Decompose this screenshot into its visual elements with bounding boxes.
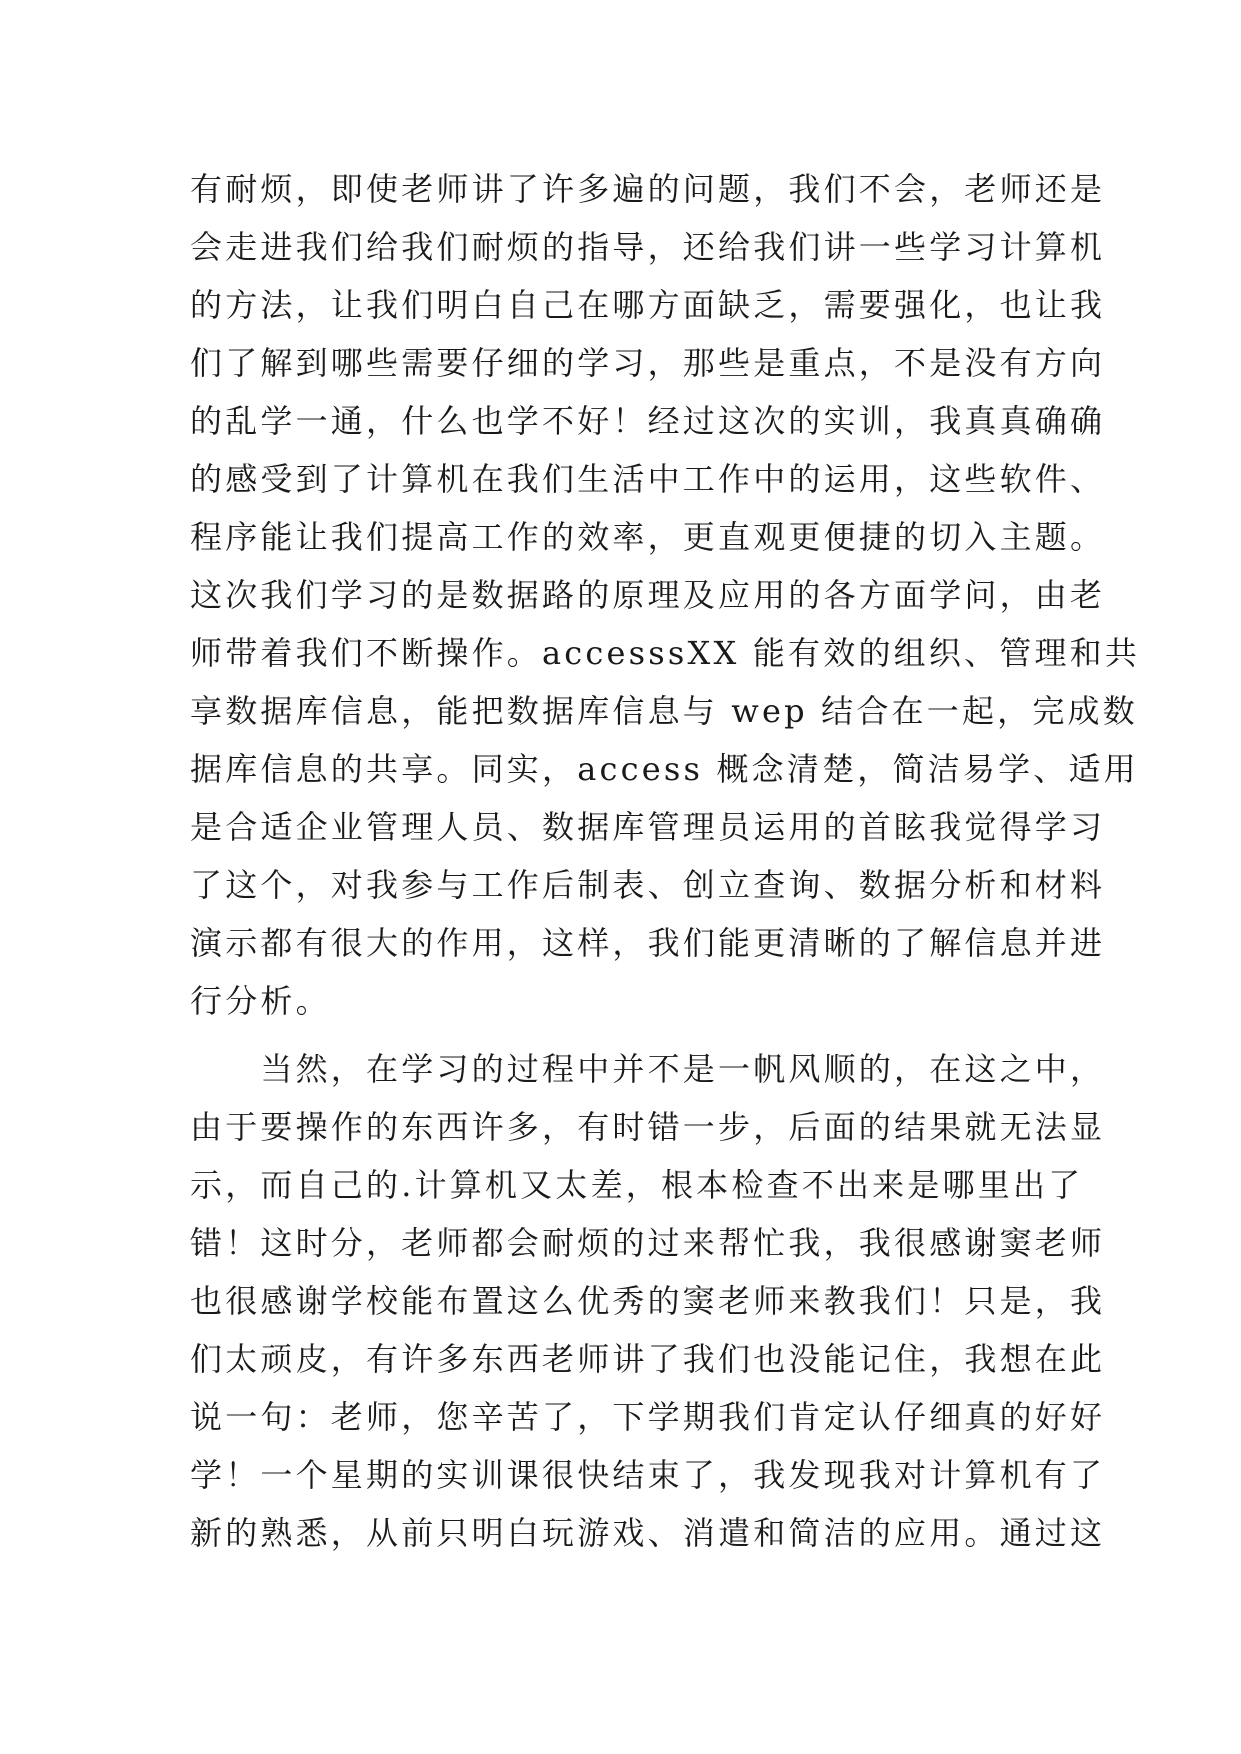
text-line: 师带着我们不断操作。accesssXX 能有效的组织、管理和共 [190,634,1141,672]
paragraph-2 [190,1040,1106,1562]
text-line: 了这个，对我参与工作后制表、创立查询、数据分析和材料 [190,866,1106,904]
text-line: 学！一个星期的实训课很快结束了，我发现我对计算机有了 [190,1456,1106,1494]
paragraph-1 [190,160,1141,1030]
text-line: 新的熟悉，从前只明白玩游戏、消遣和简洁的应用。通过这 [190,1514,1106,1552]
text-line: 示，而自己的.计算机又太差，根本检查不出来是哪里出了 [190,1166,1084,1204]
text-line: 的乱学一通，什么也学不好！经过这次的实训，我真真确确 [190,402,1106,440]
text-line: 的感受到了计算机在我们生活中工作中的运用，这些软件、 [190,460,1106,498]
paragraph-gap [190,1030,1080,1040]
text-line: 会走进我们给我们耐烦的指导，还给我们讲一些学习计算机 [190,228,1106,266]
text-line: 当然，在学习的过程中并不是一帆风顺的，在这之中， [190,1050,1106,1088]
text-line: 由于要操作的东西许多，有时错一步，后面的结果就无法显 [190,1108,1106,1146]
text-line: 演示都有很大的作用，这样，我们能更清晰的了解信息并进 [190,924,1106,962]
text-line: 们了解到哪些需要仔细的学习，那些是重点，不是没有方向 [190,344,1106,382]
text-line: 错！这时分，老师都会耐烦的过来帮忙我，我很感谢窦老师 [190,1224,1106,1262]
text-line: 也很感谢学校能布置这么优秀的窦老师来教我们！只是，我 [190,1282,1106,1320]
text-line: 的方法，让我们明白自己在哪方面缺乏，需要强化，也让我 [190,286,1106,324]
text-line: 享数据库信息，能把数据库信息与 wep 结合在一起，完成数 [190,692,1138,730]
text-line: 们太顽皮，有许多东西老师讲了我们也没能记住，我想在此 [190,1340,1106,1378]
text-line: 是合适企业管理人员、数据库管理员运用的首眩我觉得学习 [190,808,1106,846]
body-text [190,160,1141,1562]
text-line: 程序能让我们提高工作的效率，更直观更便捷的切入主题。 [190,518,1106,556]
text-line: 行分析。 [190,982,331,1020]
text-line: 有耐烦，即使老师讲了许多遍的问题，我们不会，老师还是 [190,170,1106,208]
text-line: 说一句：老师，您辛苦了，下学期我们肯定认仔细真的好好 [190,1398,1106,1436]
text-line: 据库信息的共享。同实，access 概念清楚，简洁易学、适用 [190,750,1139,788]
text-line: 这次我们学习的是数据路的原理及应用的各方面学问，由老 [190,576,1106,614]
